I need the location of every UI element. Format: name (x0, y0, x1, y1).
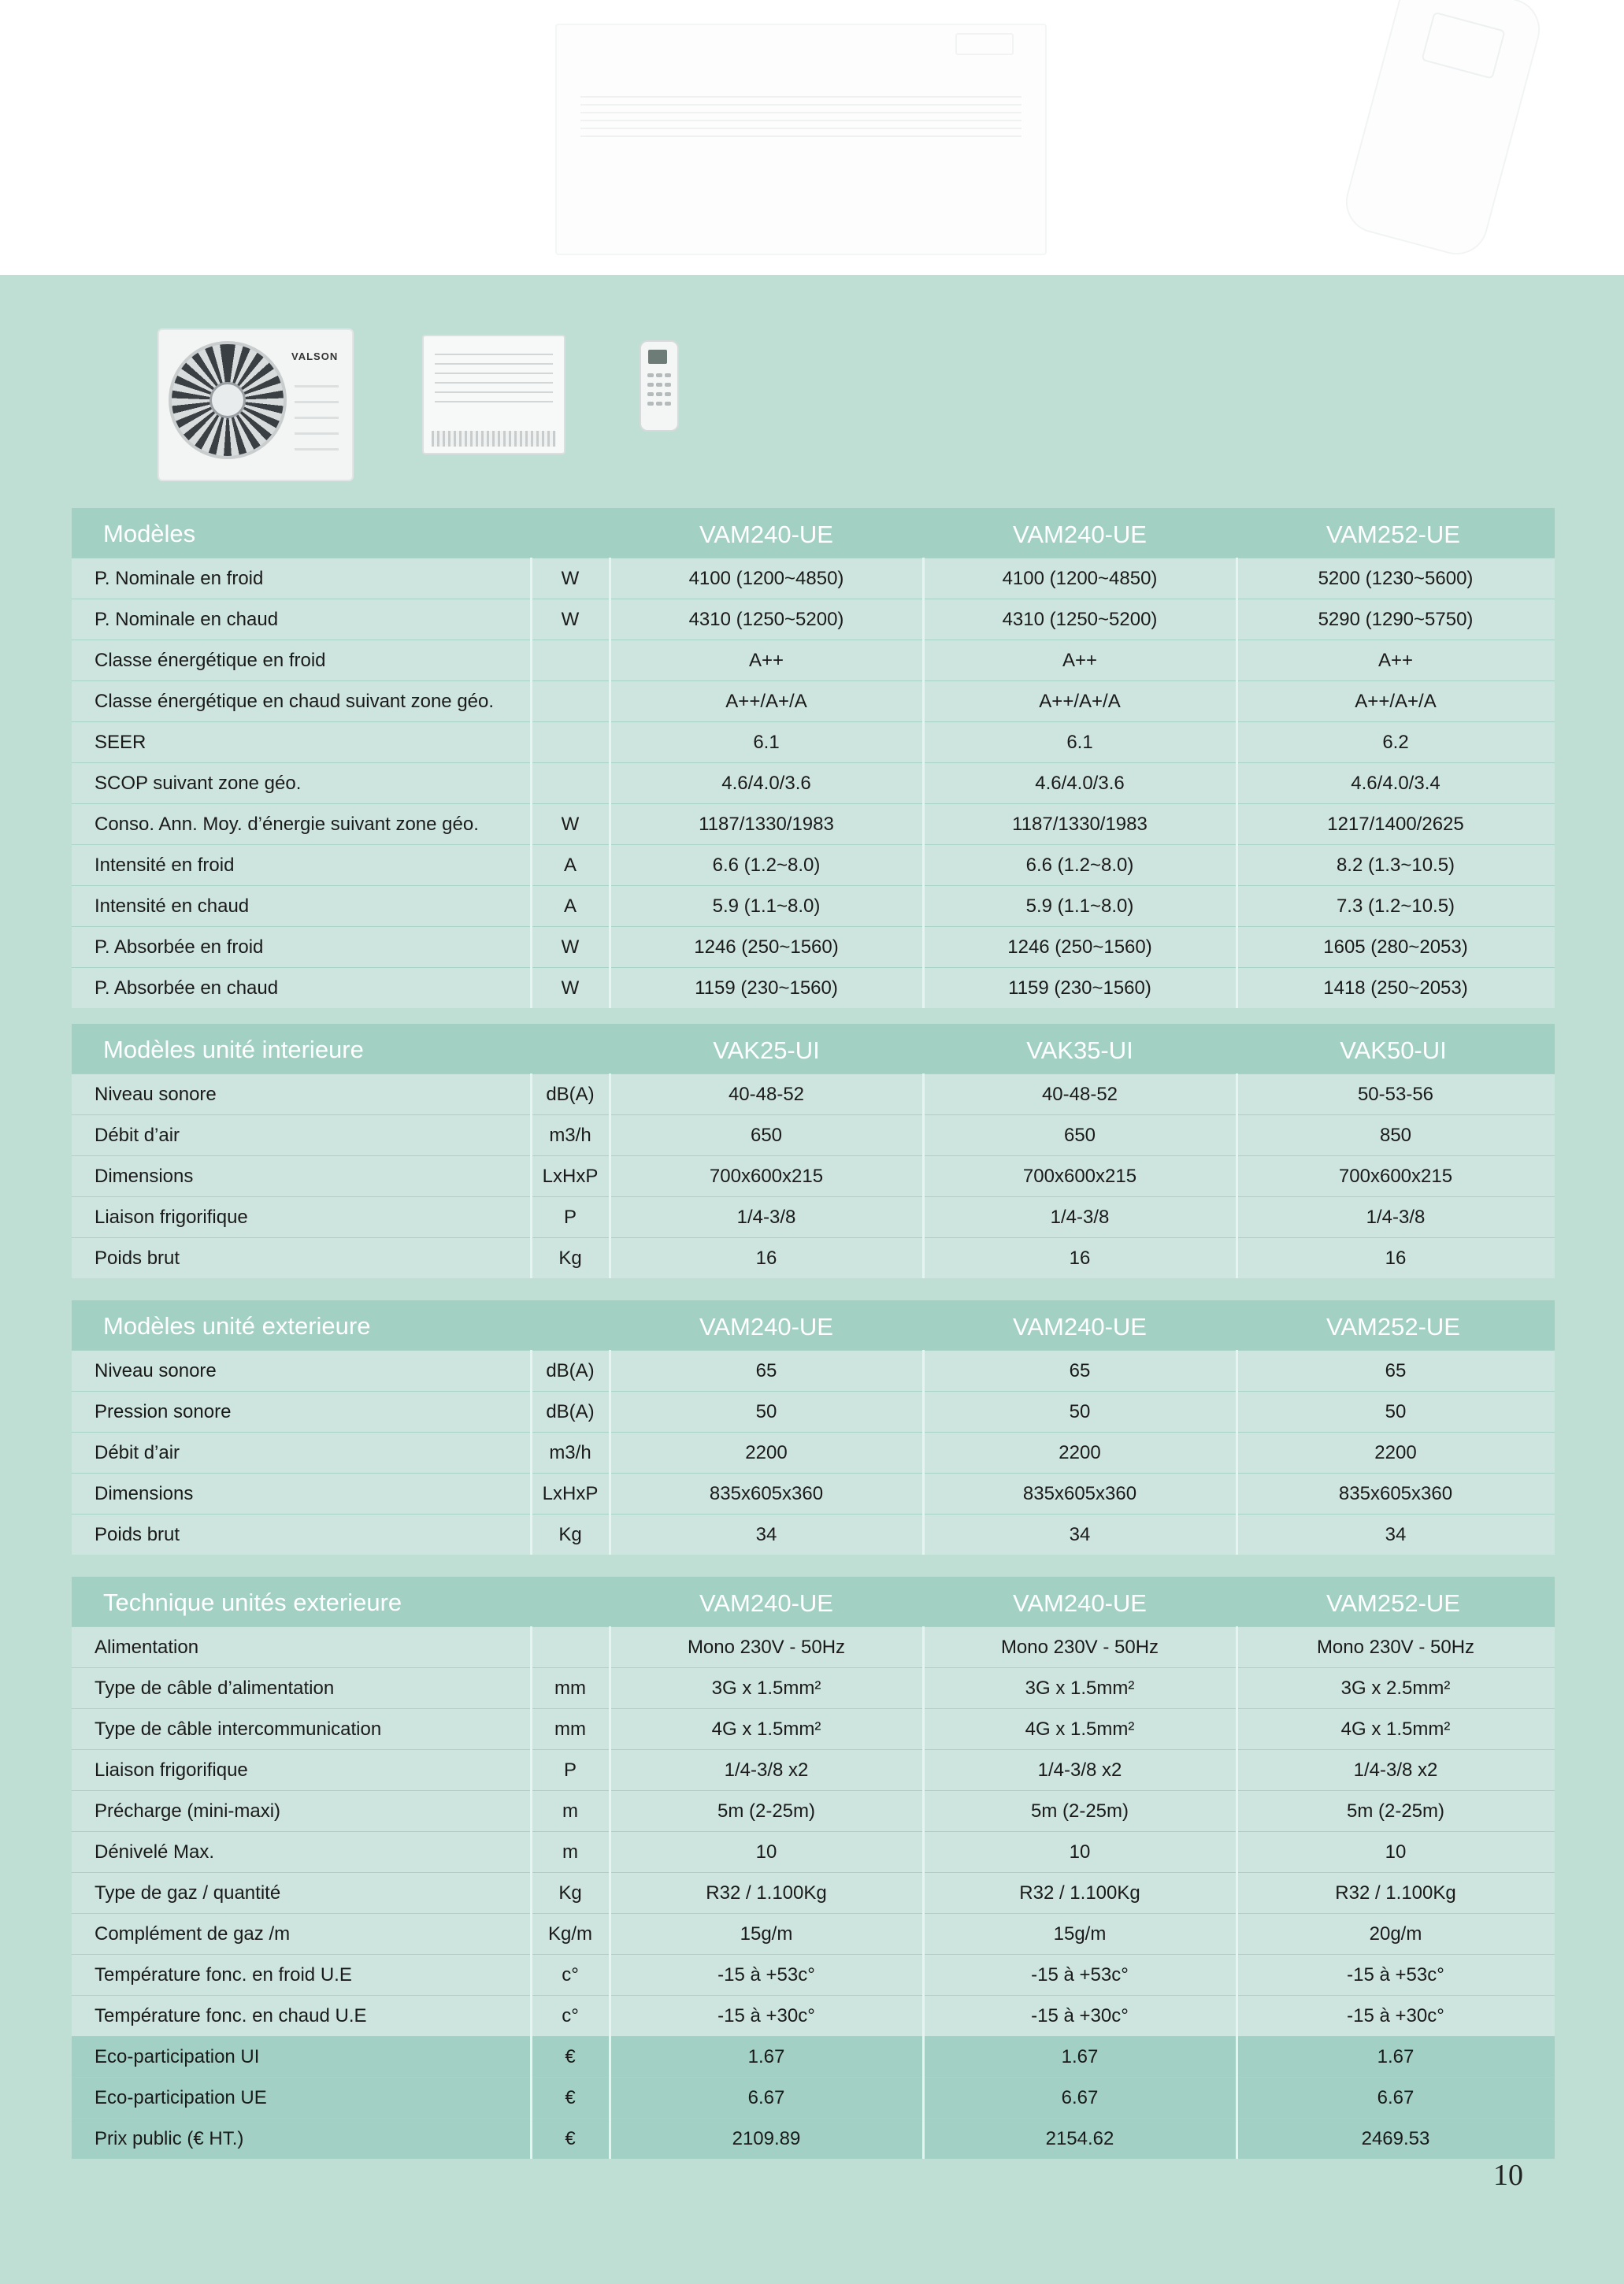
row-value: 34 (755, 1524, 777, 1545)
column-divider (609, 1350, 611, 1555)
row-value: 1159 (230~1560) (695, 977, 838, 999)
row-label: Pression sonore (95, 1401, 232, 1422)
model-name: VAK35-UI (1026, 1036, 1133, 1064)
row-label: Débit d’air (95, 1125, 180, 1146)
row-unit: c° (562, 2005, 579, 2026)
model-name: VAM240-UE (699, 521, 833, 548)
table-row (72, 803, 1555, 844)
row-value: 65 (1069, 1360, 1091, 1381)
row-value: 5m (2-25m) (717, 1800, 816, 1822)
row-unit (531, 681, 610, 721)
column-divider (1236, 1073, 1238, 1278)
table-row (72, 762, 1555, 803)
model-name: VAM240-UE (699, 1313, 833, 1340)
row-value: 40-48-52 (728, 1084, 805, 1105)
row-label: Dénivelé Max. (95, 1841, 215, 1863)
row-value: 8.2 (1.3~10.5) (1336, 855, 1455, 876)
row-value: 850 (1379, 1125, 1412, 1146)
row-value: A++ (1062, 650, 1098, 671)
table-row (72, 1473, 1555, 1514)
row-unit: m3/h (549, 1125, 591, 1146)
row-unit: LxHxP (542, 1166, 599, 1187)
model-name: VAK25-UI (713, 1036, 820, 1064)
row-label: Température fonc. en froid U.E (95, 1964, 352, 1986)
row-value: 6.6 (1.2~8.0) (712, 855, 821, 876)
row-unit: Kg/m (547, 1923, 592, 1945)
row-value: 4G x 1.5mm² (711, 1719, 821, 1740)
row-value: R32 / 1.100Kg (1019, 1882, 1140, 1904)
column-divider (530, 1073, 532, 1278)
row-value: 50-53-56 (1357, 1084, 1434, 1105)
row-value: -15 à +53c° (717, 1964, 815, 1986)
row-value: 6.6 (1.2~8.0) (1025, 855, 1134, 876)
row-value: 650 (1063, 1125, 1096, 1146)
row-value: 6.1 (753, 732, 780, 753)
row-unit: m (562, 1841, 578, 1863)
table-title: Modèles unité exterieure (103, 1312, 371, 1340)
row-unit: dB(A) (546, 1084, 595, 1105)
model-name: VAM252-UE (1326, 1589, 1460, 1617)
row-unit: € (565, 2128, 576, 2149)
row-label: P. Nominale en chaud (95, 609, 279, 630)
row-value: 6.67 (747, 2087, 785, 2108)
row-label: Dimensions (95, 1483, 194, 1504)
table-row (72, 967, 1555, 1008)
row-value: 3G x 1.5mm² (711, 1678, 821, 1699)
row-label: Liaison frigorifique (95, 1759, 248, 1781)
row-unit: W (561, 977, 580, 999)
table-row (72, 926, 1555, 967)
row-value: 3G x 1.5mm² (1025, 1678, 1135, 1699)
table-row (72, 599, 1555, 640)
row-label: Eco-participation UI (95, 2046, 260, 2067)
table-row (72, 1237, 1555, 1278)
row-label: SEER (95, 732, 146, 753)
row-value: 1.67 (1377, 2046, 1415, 2067)
table-modeles (72, 508, 1555, 1008)
table-unite-exterieure (72, 1300, 1555, 1555)
table-row (72, 1514, 1555, 1555)
top-banner (0, 0, 1624, 275)
table-header (72, 1024, 1555, 1073)
table-row (72, 1196, 1555, 1237)
row-value: 700x600x215 (1022, 1166, 1137, 1187)
column-divider (922, 1073, 925, 1278)
row-label: Poids brut (95, 1524, 180, 1545)
table-row (72, 1350, 1555, 1391)
faded-remote-image (1339, 0, 1547, 261)
row-label: Intensité en froid (95, 855, 235, 876)
row-value: 1605 (280~2053) (1323, 936, 1468, 958)
row-label: Niveau sonore (95, 1360, 217, 1381)
row-value: 1187/1330/1983 (1012, 814, 1148, 835)
row-label: Classe énergétique en froid (95, 650, 326, 671)
table-row (72, 680, 1555, 721)
row-value: 10 (1069, 1841, 1091, 1863)
row-value: 50 (755, 1401, 777, 1422)
model-name: VAM252-UE (1326, 521, 1460, 548)
row-unit: € (565, 2046, 576, 2067)
row-value: 15g/m (740, 1923, 793, 1945)
table-row (72, 640, 1555, 680)
table-title: Modèles unité interieure (103, 1036, 364, 1063)
row-label: Prix public (€ HT.) (95, 2128, 244, 2149)
row-value: -15 à +30c° (1347, 2005, 1444, 2026)
row-value: R32 / 1.100Kg (706, 1882, 827, 1904)
row-unit: Kg (558, 1524, 582, 1545)
row-value: A++/A+/A (1355, 691, 1437, 712)
row-label: Alimentation (95, 1637, 199, 1658)
column-divider (922, 1626, 925, 2159)
row-value: 6.67 (1377, 2087, 1415, 2108)
row-value: 4100 (1200~4850) (688, 568, 844, 589)
row-label: Classe énergétique en chaud suivant zone géo. (95, 691, 495, 712)
row-label: Type de gaz / quantité (95, 1882, 281, 1904)
table-header (72, 508, 1555, 558)
row-label: SCOP suivant zone géo. (95, 773, 302, 794)
row-value: 1/4-3/8 x2 (1353, 1759, 1438, 1781)
row-value: A++ (1377, 650, 1414, 671)
table-row (72, 1155, 1555, 1196)
row-value: 1/4-3/8 (736, 1207, 796, 1228)
row-value: 1.67 (1061, 2046, 1099, 2067)
row-value: 4.6/4.0/3.6 (1035, 773, 1125, 794)
row-value: 835x605x360 (709, 1483, 824, 1504)
table-title: Technique unités exterieure (103, 1589, 402, 1616)
row-value: 700x600x215 (709, 1166, 824, 1187)
row-value: A++/A+/A (1039, 691, 1121, 712)
row-value: 650 (750, 1125, 783, 1146)
row-value: -15 à +30c° (717, 2005, 815, 2026)
table-row (72, 1708, 1555, 1749)
row-value: 1/4-3/8 x2 (724, 1759, 809, 1781)
row-value: 5200 (1230~5600) (1318, 568, 1474, 589)
table-row (72, 1667, 1555, 1708)
row-value: 1/4-3/8 x2 (1037, 1759, 1122, 1781)
table-row (72, 1913, 1555, 1954)
row-value: 16 (1069, 1248, 1091, 1269)
row-value: 65 (1385, 1360, 1407, 1381)
model-name: VAK50-UI (1340, 1036, 1447, 1064)
row-value: 40-48-52 (1041, 1084, 1118, 1105)
row-label: Eco-participation UE (95, 2087, 267, 2108)
row-value: 2469.53 (1361, 2128, 1430, 2149)
table-row (72, 1073, 1555, 1114)
row-unit: € (565, 2087, 576, 2108)
row-value: 5.9 (1.1~8.0) (712, 895, 821, 917)
row-label: Dimensions (95, 1166, 194, 1187)
row-label: Type de câble intercommunication (95, 1719, 382, 1740)
column-divider (1236, 1626, 1238, 2159)
row-label: Précharge (mini-maxi) (95, 1800, 281, 1822)
row-value: A++/A+/A (725, 691, 807, 712)
row-value: R32 / 1.100Kg (1335, 1882, 1456, 1904)
row-value: 6.67 (1061, 2087, 1099, 2108)
row-unit: Kg (558, 1882, 582, 1904)
table-row (72, 1995, 1555, 2036)
row-label: P. Absorbée en chaud (95, 977, 279, 999)
row-value: A++ (748, 650, 784, 671)
column-divider (530, 558, 532, 1008)
row-value: 700x600x215 (1338, 1166, 1453, 1187)
table-row (72, 558, 1555, 599)
row-unit: W (561, 609, 580, 630)
row-unit: A (563, 855, 577, 876)
table-row (72, 2118, 1555, 2159)
row-unit (531, 722, 610, 762)
row-value: -15 à +53c° (1347, 1964, 1444, 1986)
table-row (72, 721, 1555, 762)
row-unit: W (561, 568, 580, 589)
row-label: Niveau sonore (95, 1084, 217, 1105)
row-label: Liaison frigorifique (95, 1207, 248, 1228)
row-value: 16 (755, 1248, 777, 1269)
row-value: 4G x 1.5mm² (1340, 1719, 1451, 1740)
row-label: P. Absorbée en froid (95, 936, 264, 958)
row-value: 2154.62 (1045, 2128, 1114, 2149)
page-number: 10 (1493, 2159, 1523, 2192)
table-row (72, 1114, 1555, 1155)
row-unit: W (561, 814, 580, 835)
row-value: 34 (1069, 1524, 1091, 1545)
row-value: 1187/1330/1983 (699, 814, 834, 835)
row-unit: m3/h (549, 1442, 591, 1463)
table-row (72, 2036, 1555, 2077)
brand-logo: VALSON (291, 350, 339, 362)
model-name: VAM240-UE (1013, 1313, 1147, 1340)
row-value: Mono 230V - 50Hz (1000, 1637, 1159, 1658)
row-value: 4.6/4.0/3.4 (1351, 773, 1440, 794)
row-value: 1/4-3/8 (1050, 1207, 1110, 1228)
row-value: 5.9 (1.1~8.0) (1025, 895, 1134, 917)
row-value: 50 (1069, 1401, 1091, 1422)
row-label: Complément de gaz /m (95, 1923, 291, 1945)
row-value: 4G x 1.5mm² (1025, 1719, 1135, 1740)
row-label: Température fonc. en chaud U.E (95, 2005, 367, 2026)
outdoor-unit-image (158, 328, 354, 481)
row-value: 1418 (250~2053) (1323, 977, 1468, 999)
indoor-unit-image (422, 335, 565, 454)
column-divider (922, 558, 925, 1008)
row-value: 3G x 2.5mm² (1340, 1678, 1451, 1699)
row-value: 4.6/4.0/3.6 (721, 773, 811, 794)
model-name: VAM240-UE (699, 1589, 833, 1617)
row-value: 5m (2-25m) (1030, 1800, 1129, 1822)
table-header (72, 1300, 1555, 1350)
row-unit (531, 1627, 610, 1667)
column-divider (922, 1350, 925, 1555)
column-divider (1236, 558, 1238, 1008)
table-row (72, 1872, 1555, 1913)
model-name: VAM240-UE (1013, 1589, 1147, 1617)
column-divider (609, 1626, 611, 2159)
row-value: 15g/m (1053, 1923, 1107, 1945)
row-value: 835x605x360 (1338, 1483, 1453, 1504)
row-unit: mm (554, 1719, 586, 1740)
row-unit: LxHxP (542, 1483, 599, 1504)
row-value: -15 à +30c° (1031, 2005, 1129, 2026)
table-row (72, 1790, 1555, 1831)
row-value: Mono 230V - 50Hz (1316, 1637, 1475, 1658)
row-unit: mm (554, 1678, 586, 1699)
table-row (72, 2077, 1555, 2118)
row-unit: m (562, 1800, 578, 1822)
row-value: 34 (1385, 1524, 1407, 1545)
row-value: 10 (755, 1841, 777, 1863)
row-value: 2200 (745, 1442, 788, 1463)
column-divider (530, 1626, 532, 2159)
row-label: Conso. Ann. Moy. d’énergie suivant zone géo. (95, 814, 479, 835)
row-value: 1246 (250~1560) (1007, 936, 1152, 958)
row-value: 50 (1385, 1401, 1407, 1422)
row-unit (531, 763, 610, 803)
faded-indoor-unit-image (555, 24, 1047, 255)
row-label: Débit d’air (95, 1442, 180, 1463)
row-value: 5290 (1290~5750) (1318, 609, 1474, 630)
row-unit: A (563, 895, 577, 917)
row-value: 16 (1385, 1248, 1407, 1269)
table-unite-interieure (72, 1024, 1555, 1278)
row-value: 4310 (1250~5200) (688, 609, 844, 630)
row-unit: dB(A) (546, 1360, 595, 1381)
table-header (72, 1577, 1555, 1626)
row-label: Intensité en chaud (95, 895, 250, 917)
row-value: 10 (1385, 1841, 1407, 1863)
column-divider (609, 558, 611, 1008)
remote-control-image (640, 340, 679, 432)
row-value: -15 à +53c° (1031, 1964, 1129, 1986)
row-value: 2109.89 (732, 2128, 801, 2149)
row-unit: c° (562, 1964, 579, 1986)
row-value: 1/4-3/8 (1366, 1207, 1426, 1228)
row-unit: P (563, 1207, 577, 1228)
row-value: 835x605x360 (1022, 1483, 1137, 1504)
model-name: VAM252-UE (1326, 1313, 1460, 1340)
table-row (72, 844, 1555, 885)
row-value: 4310 (1250~5200) (1002, 609, 1158, 630)
row-label: Type de câble d’alimentation (95, 1678, 335, 1699)
row-value: 20g/m (1369, 1923, 1422, 1945)
row-value: 2200 (1374, 1442, 1417, 1463)
column-divider (530, 1350, 532, 1555)
row-value: Mono 230V - 50Hz (687, 1637, 846, 1658)
row-value: 65 (755, 1360, 777, 1381)
row-value: 1159 (230~1560) (1008, 977, 1151, 999)
table-row (72, 1831, 1555, 1872)
row-value: 4100 (1200~4850) (1002, 568, 1158, 589)
row-value: 7.3 (1.2~10.5) (1336, 895, 1455, 917)
row-value: 1217/1400/2625 (1327, 814, 1464, 835)
table-technique-exterieure (72, 1577, 1555, 2159)
table-row (72, 1749, 1555, 1790)
table-row (72, 1391, 1555, 1432)
row-value: 1246 (250~1560) (694, 936, 839, 958)
row-label: P. Nominale en froid (95, 568, 264, 589)
row-label: Poids brut (95, 1248, 180, 1269)
table-row (72, 885, 1555, 926)
row-value: 5m (2-25m) (1346, 1800, 1445, 1822)
row-unit: P (563, 1759, 577, 1781)
model-name: VAM240-UE (1013, 521, 1147, 548)
row-unit (531, 640, 610, 680)
column-divider (1236, 1350, 1238, 1555)
column-divider (609, 1073, 611, 1278)
table-title: Modèles (103, 520, 196, 547)
table-row (72, 1626, 1555, 1667)
row-unit: W (561, 936, 580, 958)
row-unit: dB(A) (546, 1401, 595, 1422)
row-value: 6.1 (1066, 732, 1093, 753)
row-value: 1.67 (747, 2046, 785, 2067)
row-value: 6.2 (1382, 732, 1409, 753)
table-row (72, 1432, 1555, 1473)
row-unit: Kg (558, 1248, 582, 1269)
table-row (72, 1954, 1555, 1995)
row-value: 2200 (1059, 1442, 1101, 1463)
